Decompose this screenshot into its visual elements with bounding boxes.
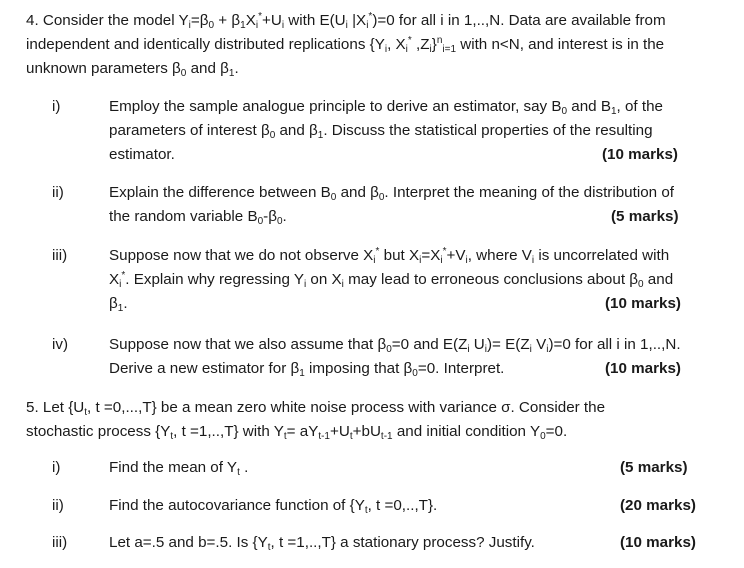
q5-part-ii-marks: (20 marks) (620, 497, 696, 514)
q4-part-iii-line-3: $\beta_1$. (109, 295, 128, 314)
q4-part-iii-line-2: $X_i^*$. Explain why regressing $Y_i$ on $X_i$ may lead to erroneous conclusions about $\beta_0$ and (109, 270, 674, 290)
q4-part-i-line-2: parameters of interest $\beta_0$ and $\beta_1$. Discuss the statistical properties of the resulting (109, 122, 653, 141)
q4-part-i-marks: (10 marks) (602, 146, 678, 163)
q5-part-i-marks: (5 marks) (620, 459, 688, 476)
q5-part-i-line-1: Find the mean of $Y_t$ . (109, 459, 249, 478)
q5-part-ii-line-1: Find the autocovariance function of {$Y_t$, t =0,..,T}. (109, 497, 438, 516)
q4-intro-line-3: unknown parameters $\beta_0$ and $\beta_1$. (26, 60, 239, 79)
q4-part-iv-marks: (10 marks) (605, 360, 681, 377)
q4-part-i-line-1: Employ the sample analogue principle to derive an estimator, say $B_0$ and $B_1$, of the (109, 98, 663, 117)
q4-part-i-line-3: estimator. (109, 146, 175, 163)
q4-intro-line-1: 4. Consider the model $Y_i=\beta_0 + \beta_1X_i^*+U_i$ with $E(U_i$ $|X_i^*)=0$ for all i in 1,..,N. Data are available from (26, 11, 666, 31)
q4-part-ii-line-2: the random variable $B_0-\beta_0$. (109, 208, 287, 227)
q5-intro-line-1: 5. Let {$U_t$, t =0,...,T} be a mean zero white noise process with variance σ. Consider the (26, 399, 606, 418)
q4-part-ii-marks: (5 marks) (611, 208, 679, 225)
q5-part-iii-line-1: Let a=.5 and b=.5. Is {$Y_t$, t =1,..,T} a stationary process? Justify. (109, 534, 535, 553)
q5-part-ii-number: ii) (52, 497, 64, 514)
q4-part-iv-line-2: Derive a new estimator for $\beta_1$ imposing that $\beta_0=0$. Interpret. (109, 360, 505, 379)
q4-part-iv-line-1: Suppose now that we also assume that $\beta_0=0$ and $E(Z_i$ $U_i)= E(Z_i$ $V_i)=0$ for all i in 1,..,N. (109, 336, 681, 355)
q4-part-ii-number: ii) (52, 184, 64, 201)
q5-part-i-number: i) (52, 459, 61, 476)
q5-intro-line-2: stochastic process {$Y_t$, t =1,..,T} with $Y_t= aY_{t-1}+U_t+bU_{t-1}$ and initial condition $Y_0=0$. (26, 423, 568, 442)
q5-part-iii-marks: (10 marks) (620, 534, 696, 551)
q4-intro-line-2: independent and identically distributed replications {$Y_i$, $X_i^*$ $,Z_i\}^n_{i=1}$ with n<N, and interest is in the (26, 35, 665, 55)
q4-part-i-number: i) (52, 98, 61, 115)
q4-part-iii-number: iii) (52, 247, 68, 264)
q4-part-iii-marks: (10 marks) (605, 295, 681, 312)
q4-part-iv-number: iv) (52, 336, 69, 353)
q5-part-iii-number: iii) (52, 534, 68, 551)
q4-part-iii-line-1: Suppose now that we do not observe $X_i^*$ but $X_i=X_i^*+V_i$, where $V_i$ is uncorrelated with (109, 246, 670, 266)
q4-part-ii-line-1: Explain the difference between $B_0$ and $\beta_0$. Interpret the meaning of the distribution of (109, 184, 675, 203)
